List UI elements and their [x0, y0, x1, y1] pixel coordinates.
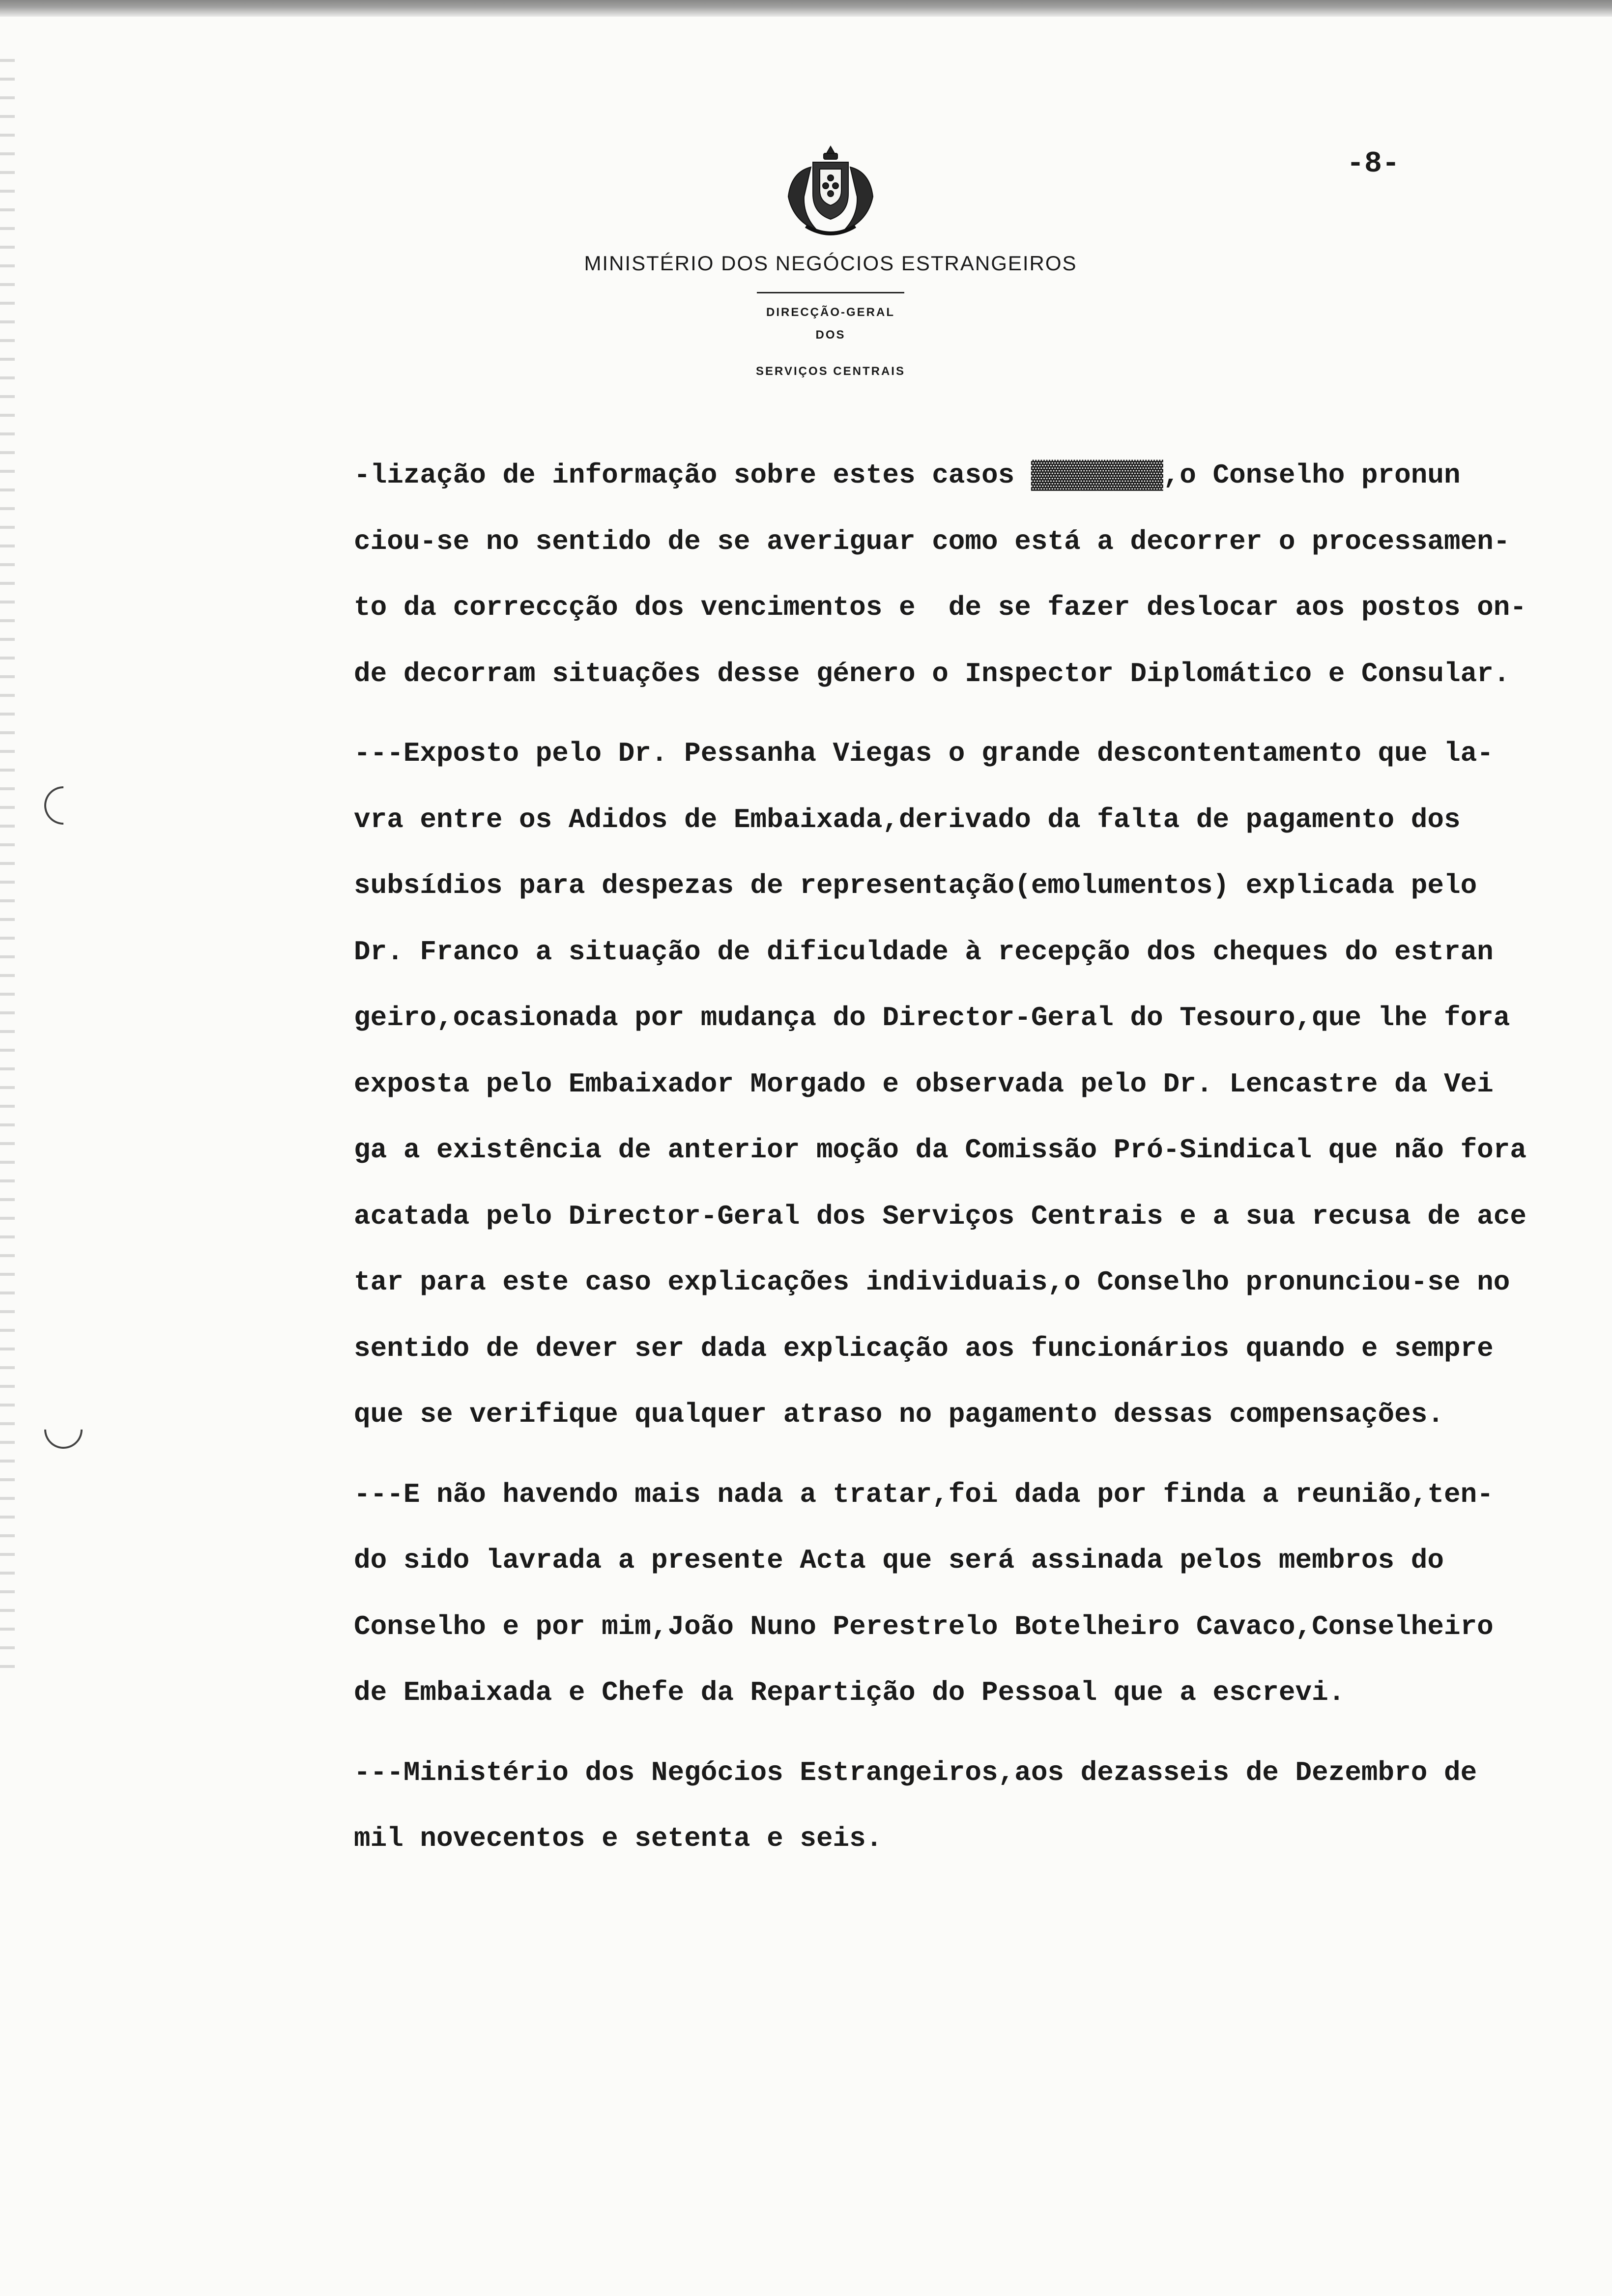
- text-line: ---E não havendo mais nada a tratar,foi dada por finda a reunião,ten-: [354, 1478, 1494, 1510]
- punch-hole-mark: [36, 778, 90, 832]
- paragraph: [354, 1740, 1612, 1872]
- text-line: do sido lavrada a presente Acta que será assinada pelos membros do: [354, 1545, 1444, 1576]
- text-line: -lização de informação sobre estes casos ▓▓▓▓▓▓▓▓,o Conselho pronun: [354, 459, 1461, 491]
- text-line: de Embaixada e Chefe da Repartição do Pessoal que a escrevi.: [354, 1677, 1345, 1708]
- services-label: SERVIÇOS CENTRAIS: [756, 365, 905, 378]
- text-line: mil novecentos e setenta e seis.: [354, 1823, 883, 1854]
- text-line: sentido de dever ser dada explicação aos funcionários quando e sempre: [354, 1332, 1494, 1364]
- text-line: Dr. Franco a situação de dificuldade à recepção dos cheques do estran: [354, 936, 1494, 968]
- punch-hole-mark: [36, 1403, 90, 1457]
- minutes-body: [354, 442, 1612, 1872]
- text-line: subsídios para despezas de representação(emolumentos) explicada pelo: [354, 870, 1477, 901]
- letterhead-rule: [757, 292, 904, 293]
- text-line: ---Exposto pelo Dr. Pessanha Viegas o grande descontentamento que la-: [354, 738, 1494, 769]
- text-line: ciou-se no sentido de se averiguar como está a decorrer o processamen-: [354, 525, 1510, 557]
- text-line: que se verifique qualquer atraso no pagamento dessas compensações.: [354, 1399, 1444, 1430]
- text-line: ---Ministério dos Negócios Estrangeiros,aos dezasseis de Dezembro de: [354, 1756, 1477, 1788]
- text-line: to da correccção dos vencimentos e de se fazer deslocar aos postos on-: [354, 592, 1526, 623]
- text-line: tar para este caso explicações individuais,o Conselho pronunciou-se no: [354, 1266, 1510, 1298]
- paragraph: [354, 1462, 1612, 1726]
- text-line: vra entre os Adidos de Embaixada,derivado da falta de pagamento dos: [354, 804, 1461, 835]
- direction-label: DIRECÇÃO-GERAL: [766, 306, 895, 319]
- paragraph: [354, 442, 1612, 707]
- coat-of-arms-icon: [777, 143, 885, 241]
- text-line: acatada pelo Director-Geral dos Serviços Centrais e a sua recusa de ace: [354, 1200, 1526, 1232]
- dos-label: DOS: [815, 328, 846, 342]
- paragraph: [354, 720, 1612, 1448]
- text-line: de decorram situações desse género o Inspector Diplomático e Consular.: [354, 658, 1510, 689]
- scan-edge-top: [0, 0, 1612, 17]
- text-line: exposta pelo Embaixador Morgado e observada pelo Dr. Lencastre da Vei: [354, 1068, 1494, 1100]
- text-line: geiro,ocasionada por mudança do Director-Geral do Tesouro,que lhe fora: [354, 1002, 1510, 1033]
- ministry-name: MINISTÉRIO DOS NEGÓCIOS ESTRANGEIROS: [584, 252, 1077, 275]
- text-line: Conselho e por mim,João Nuno Perestrelo Botelheiro Cavaco,Conselheiro: [354, 1610, 1494, 1642]
- page-number: -8-: [1347, 147, 1400, 181]
- text-line: ga a existência de anterior moção da Comissão Pró-Sindical que não fora: [354, 1134, 1526, 1166]
- scan-edge-left: [0, 59, 15, 1681]
